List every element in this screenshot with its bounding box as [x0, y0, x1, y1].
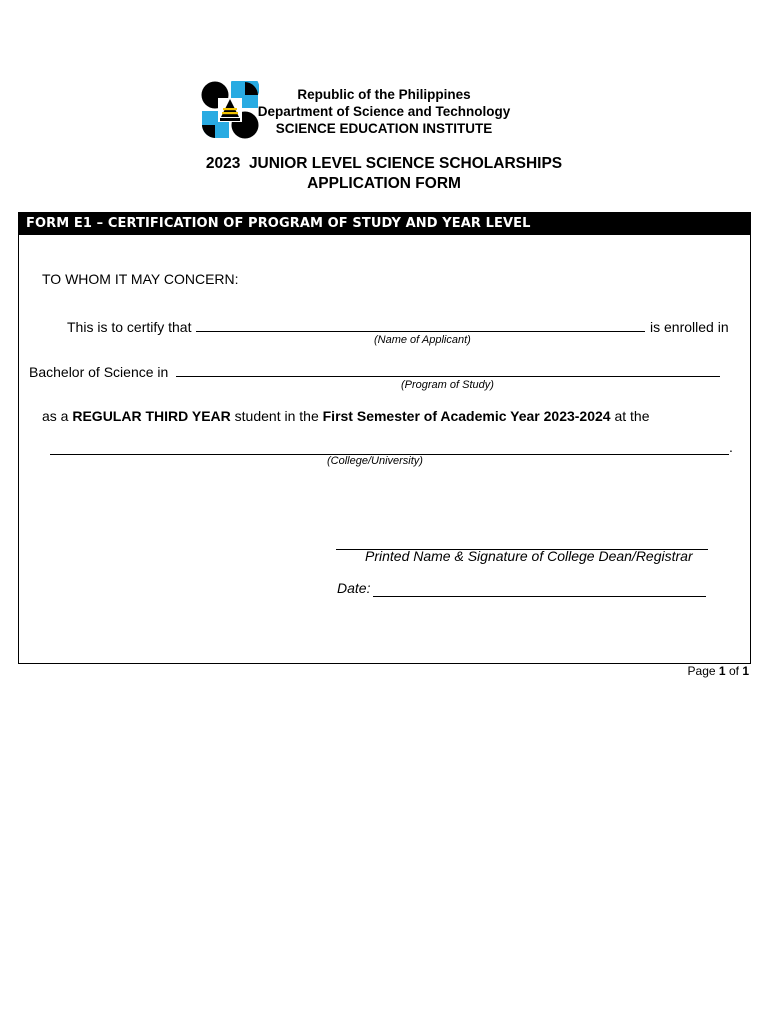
form-e1-box	[18, 212, 751, 664]
page-current: 1	[718, 664, 726, 678]
page-of: of	[728, 664, 739, 678]
year-text-2: student in the	[234, 408, 319, 424]
agency-line-department: Department of Science and Technology	[257, 104, 511, 119]
date-field[interactable]	[373, 582, 706, 597]
form-title-line2: APPLICATION FORM	[307, 175, 461, 192]
program-prefix: Bachelor of Science in	[29, 364, 169, 380]
salutation: TO WHOM IT MAY CONCERN:	[42, 271, 239, 287]
program-of-study-caption: (Program of Study)	[401, 379, 494, 391]
form-title-line1: 2023 JUNIOR LEVEL SCIENCE SCHOLARSHIPS	[205, 155, 563, 172]
agency-line-institute: SCIENCE EDUCATION INSTITUTE	[275, 121, 493, 136]
year-text-3: at the	[614, 408, 650, 424]
certify-suffix: is enrolled in	[650, 319, 729, 335]
page-prefix: Page	[687, 664, 716, 678]
form-title-bar-label: FORM E1 – CERTIFICATION OF PROGRAM OF STUDY AND YEAR LEVEL	[26, 216, 531, 231]
page-total: 1	[742, 664, 749, 678]
page-number	[688, 664, 749, 678]
agency-line-republic: Republic of the Philippines	[297, 87, 471, 102]
year-level-bold: REGULAR THIRD YEAR	[72, 408, 231, 424]
college-line-period: .	[729, 439, 733, 455]
date-label: Date:	[337, 580, 371, 596]
year-level-statement	[42, 408, 650, 424]
program-of-study-field[interactable]	[176, 362, 720, 377]
semester-bold: First Semester of Academic Year 2023-2024	[322, 408, 611, 424]
form-title-bar	[19, 213, 750, 235]
year-text-1: as a	[42, 408, 69, 424]
applicant-name-caption: (Name of Applicant)	[374, 334, 471, 346]
college-university-caption: (College/University)	[327, 455, 423, 467]
applicant-name-field[interactable]	[196, 317, 645, 332]
certify-prefix: This is to certify that	[67, 319, 192, 335]
signature-caption: Printed Name & Signature of College Dean/Registrar	[365, 548, 693, 564]
college-university-field[interactable]	[50, 440, 729, 455]
